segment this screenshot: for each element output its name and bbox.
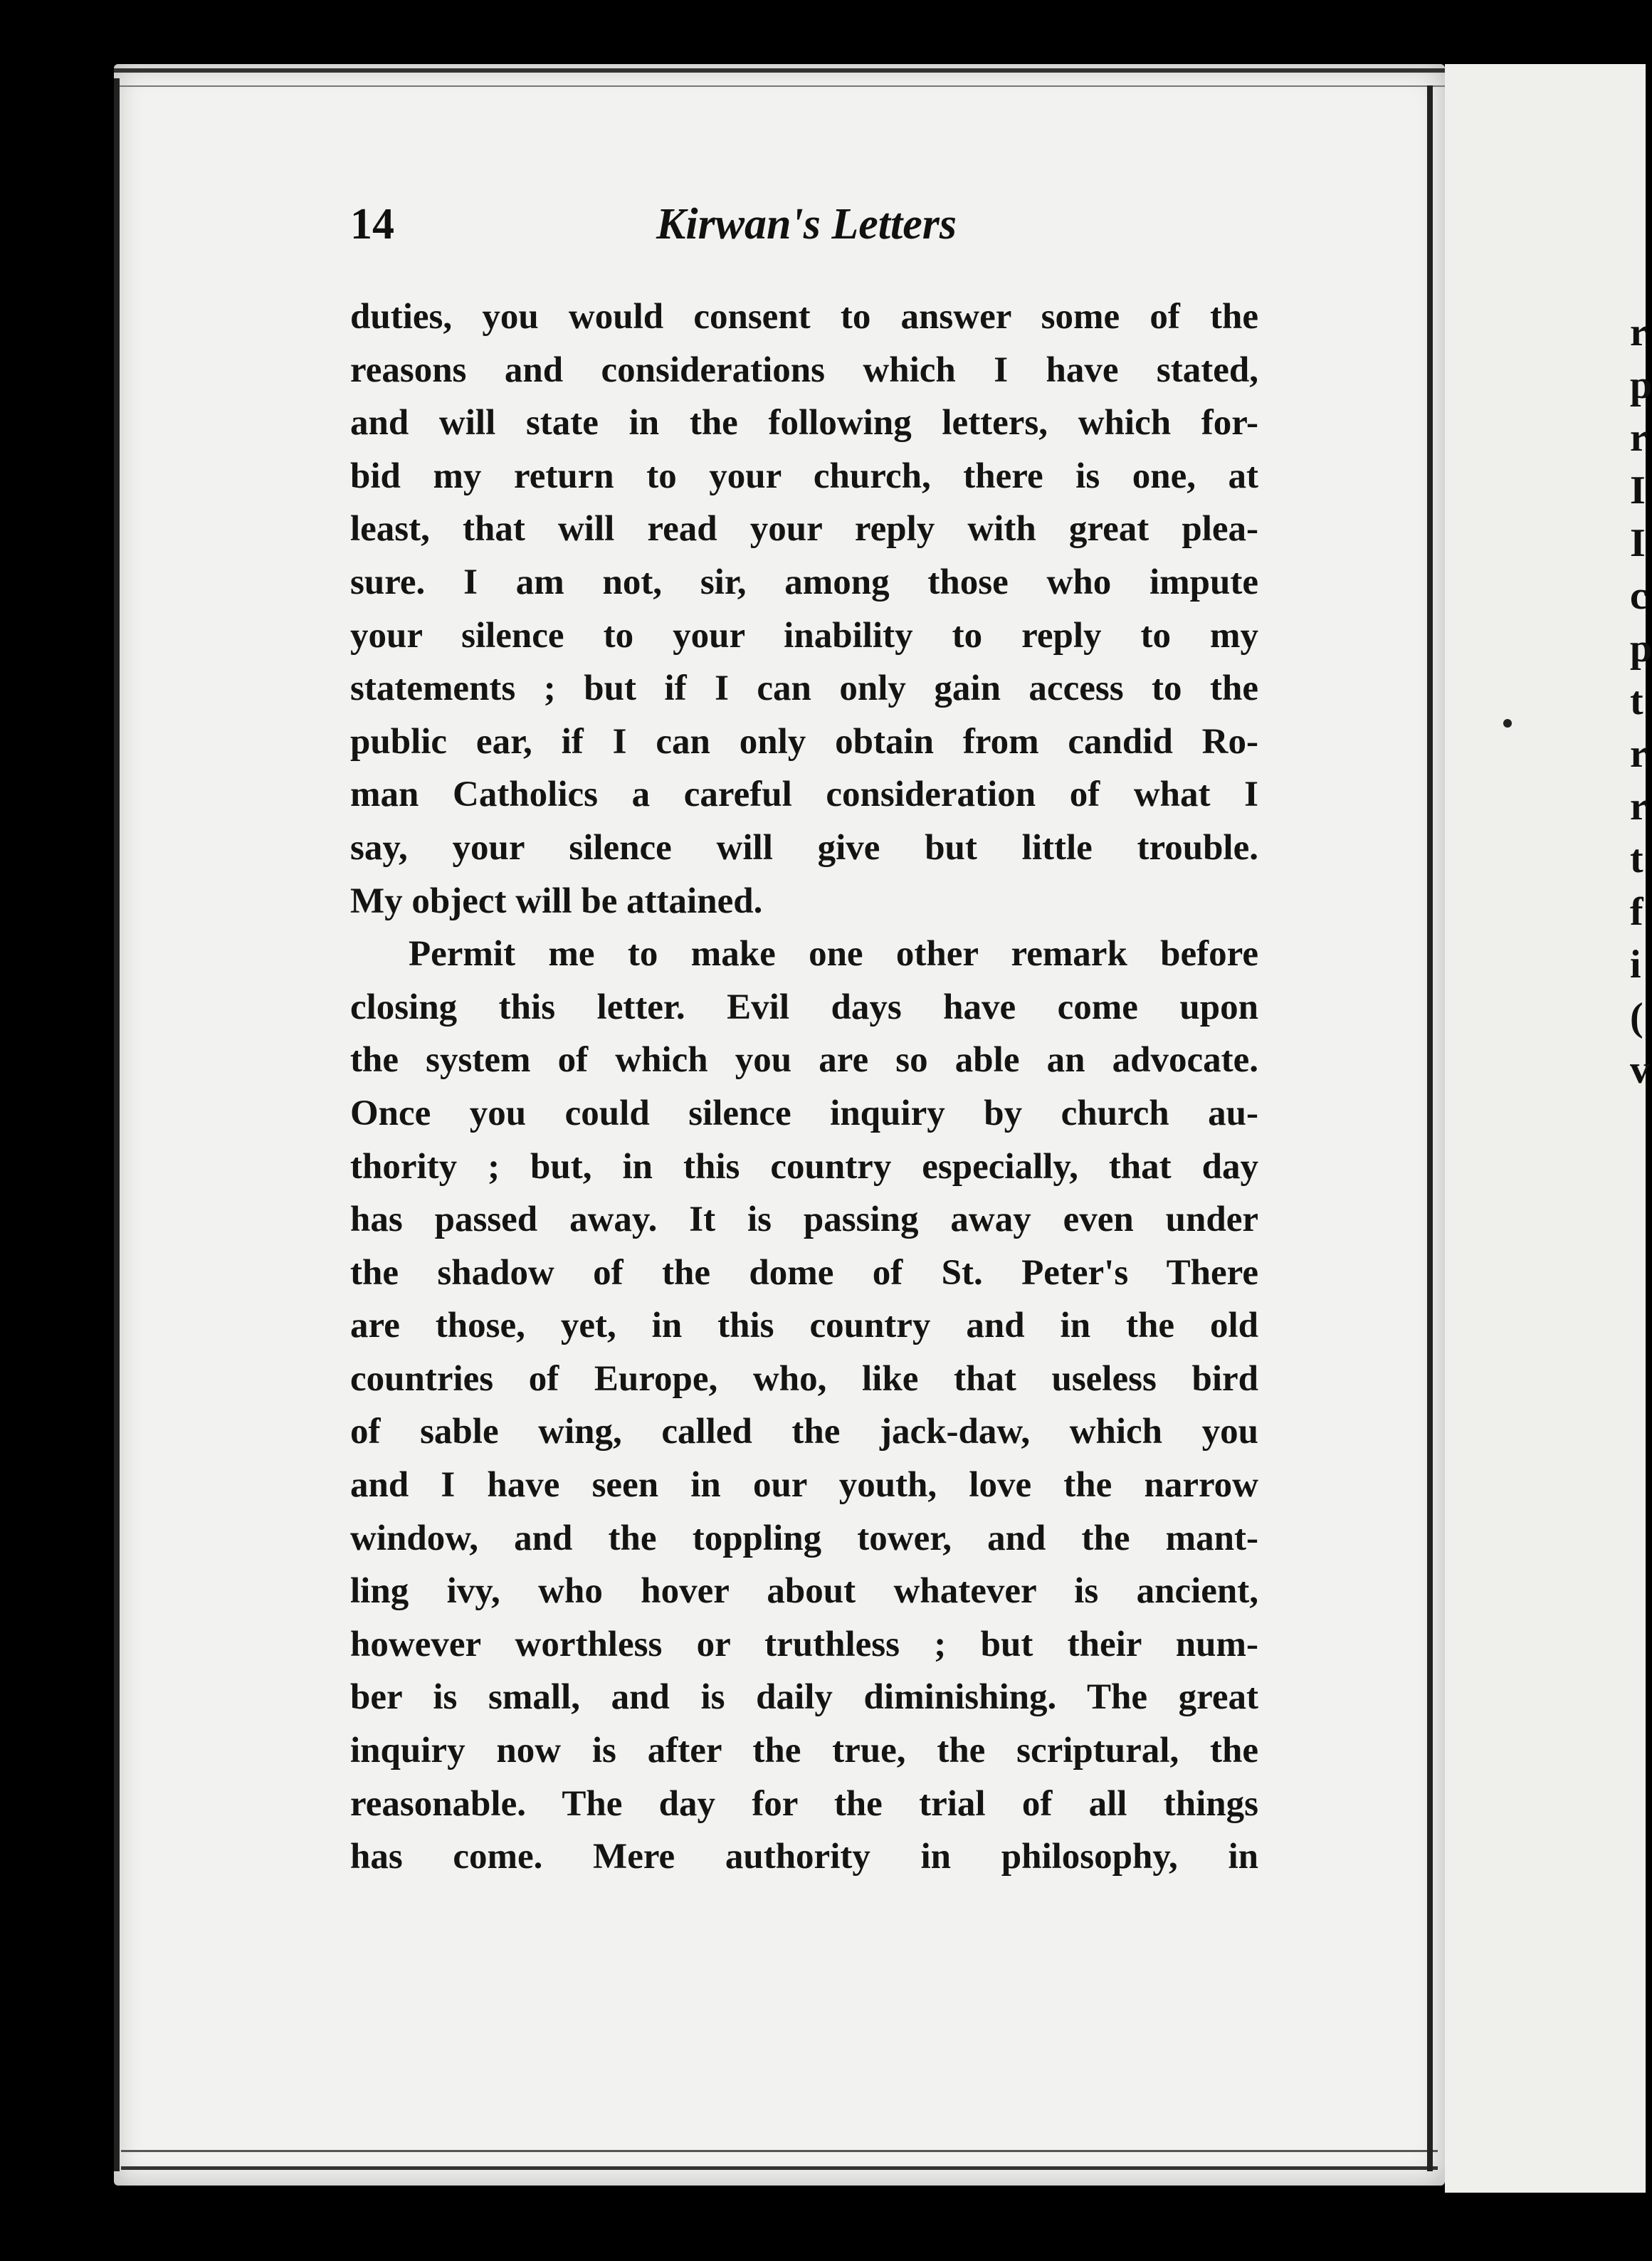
text-line: sure. I am not, sir, among those who impute <box>350 562 1258 602</box>
page-top-edge <box>114 68 1445 87</box>
text-line: reasons and considerations which I have stated, <box>350 350 1258 390</box>
page-left-edge <box>114 78 130 2171</box>
text-line: and I have seen in our youth, love the narrow <box>350 1465 1258 1506</box>
text-line: public ear, if I can only obtain from candid Ro- <box>350 721 1258 762</box>
facing-page-text-fragment: r p r I I c p t r r t f i ( v <box>1630 310 1652 1092</box>
text-line: ber is small, and is daily diminishing. The great <box>350 1677 1258 1718</box>
running-head <box>350 199 1261 256</box>
text-line: of sable wing, called the jack-daw, which you <box>350 1412 1258 1452</box>
facing-page <box>1445 64 1652 2193</box>
text-line: has passed away. It is passing away even under <box>350 1200 1258 1240</box>
text-line: the system of which you are so able an advocate. <box>350 1040 1258 1081</box>
text-line: say, your silence will give but little trouble. <box>350 827 1258 868</box>
text-line: bid my return to your church, there is one, at <box>350 456 1258 496</box>
text-line: however worthless or truthless ; but their num- <box>350 1624 1258 1664</box>
book-gutter <box>1427 85 1433 2171</box>
page-number: 14 <box>350 200 394 248</box>
text-line: the shadow of the dome of St. Peter's There <box>350 1252 1258 1293</box>
text-line: has come. Mere authority in philosophy, in <box>350 1837 1258 1877</box>
text-line: window, and the toppling tower, and the mant- <box>350 1518 1258 1558</box>
text-line: man Catholics a careful consideration of what I <box>350 775 1258 815</box>
running-title: Kirwan's Letters <box>656 200 957 248</box>
text-line: countries of Europe, who, like that useless bird <box>350 1358 1258 1399</box>
text-line: are those, yet, in this country and in the old <box>350 1306 1258 1346</box>
text-line: duties, you would consent to answer some of the <box>350 297 1258 337</box>
text-line: reasonable. The day for the trial of all things <box>350 1783 1258 1824</box>
text-line: thority ; but, in this country especially, that day <box>350 1146 1258 1187</box>
text-line: statements ; but if I can only gain access to the <box>350 668 1258 709</box>
text-line: least, that will read your reply with great plea- <box>350 509 1258 550</box>
text-line: and will state in the following letters, which for- <box>350 403 1258 444</box>
text-line: closing this letter. Evil days have come upon <box>350 987 1258 1027</box>
text-line: ling ivy, who hover about whatever is ancient, <box>350 1571 1258 1612</box>
paragraph-first-line: Permit me to make one other remark before <box>409 934 1258 975</box>
page-bottom-edge <box>121 2150 1438 2170</box>
text-line: your silence to your inability to reply to my <box>350 615 1258 656</box>
ink-speck <box>1503 719 1512 728</box>
text-line: My object will be attained. <box>350 881 763 921</box>
text-line: inquiry now is after the true, the scriptural, the <box>350 1731 1258 1771</box>
body-text <box>350 290 1258 1884</box>
text-line: Once you could silence inquiry by church au- <box>350 1093 1258 1133</box>
